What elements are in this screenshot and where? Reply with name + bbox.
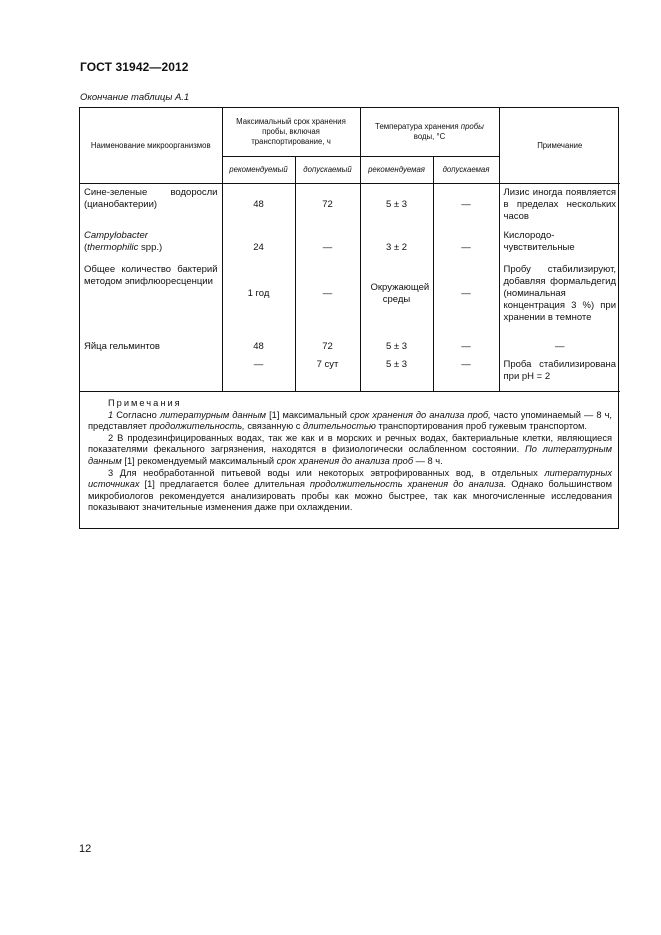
row-allowed-temp: —	[433, 261, 499, 341]
row-rec-temp: 5 ± 3	[360, 184, 433, 231]
row-name: Общее количество бактерий методом эпифлюоресценции	[84, 264, 218, 287]
table-row	[80, 341, 620, 357]
note-2-text-a: 2 В продезинфицированных водах, так же как и в морских и речных водах, бактериальные клетки, являющиеся показателями фекального загрязнения, находятся в физиологически ослабленном состоянии.	[88, 432, 613, 455]
note-2	[88, 433, 612, 468]
row-name: Яйца гельминтов	[84, 341, 160, 352]
temp-header-italic: пробы	[460, 122, 484, 131]
note-2-text-b: По литературным данным	[88, 444, 613, 466]
note-1-text-e: часто упоминаемый — 8 ч, представляет	[88, 409, 612, 432]
row-rec-time: 48	[222, 341, 295, 357]
note-3-text-b: литературных источниках	[88, 467, 613, 490]
row-note: Пробу стабилизируют, добавляя формальдегид (номинальная концентрация 3 %) при хранении в темноте	[499, 261, 620, 341]
document-code: ГОСТ 31942—2012	[80, 60, 189, 74]
temp-header-suffix: воды, °С	[413, 132, 446, 141]
row-allowed-time: 72	[295, 184, 360, 231]
table-notes	[80, 392, 620, 518]
row-rec-time: 1 год	[222, 261, 295, 341]
row-allowed-temp: —	[433, 341, 499, 357]
row-allowed-temp: —	[433, 230, 499, 261]
row-allowed-time: —	[295, 230, 360, 261]
note-2-text-e: — 8 ч.	[415, 455, 443, 466]
subheader-recommended-temp: рекомендуемая	[360, 157, 433, 184]
row-note: Проба стабилизирована при pH = 2	[499, 357, 620, 392]
row-rec-temp: Окружающей среды	[360, 261, 433, 341]
subheader-allowed-time: допускаемый	[295, 157, 360, 184]
row-note: Кислородо-чувствительные	[499, 230, 620, 261]
note-1-text-i: транспортирования проб гужевым транспортом.	[378, 421, 588, 432]
note-1	[88, 410, 612, 433]
table-row	[80, 184, 620, 231]
row-note: Лизис иногда появляется в пределах нескольких часов	[499, 184, 620, 231]
subheader-allowed-temp: допускаемая	[433, 157, 499, 184]
col-header-note: Примечание	[499, 108, 620, 184]
row-name-spp: spp.)	[138, 242, 163, 253]
note-3-text-d: продолжительность хранения до анализа.	[309, 479, 507, 490]
row-name-species: thermophilic	[87, 242, 139, 253]
row-rec-time: —	[222, 357, 295, 392]
notes-title: Примечания	[108, 398, 182, 408]
row-name	[80, 230, 222, 261]
table-a1	[79, 107, 619, 529]
row-allowed-time: —	[295, 261, 360, 341]
table-row	[80, 230, 620, 261]
table-row	[80, 261, 620, 341]
row-allowed-temp: —	[433, 184, 499, 231]
page-number: 12	[79, 843, 92, 855]
col-header-storage-time: Максимальный срок хранения пробы, включая транспортирование, ч	[222, 108, 360, 157]
table-row	[80, 357, 620, 392]
table-caption: Окончание таблицы А.1	[80, 92, 190, 103]
row-name	[80, 357, 222, 392]
note-1-text-f: продолжительность,	[149, 421, 245, 432]
note-3	[88, 468, 612, 514]
row-rec-time: 24	[222, 230, 295, 261]
note-2-text-d: срок хранения до анализа проб	[276, 455, 414, 466]
row-rec-temp: 5 ± 3	[360, 341, 433, 357]
note-3-text-a: 3 Для необработанной питьевой воды или некоторых эвтрофированных вод, в отдельных	[108, 467, 538, 478]
row-name: Сине-зеленые водоросли (цианобактерии)	[84, 187, 218, 210]
temp-header-prefix: Температура хранения	[375, 122, 459, 131]
note-1-text-d: срок хранения до анализа проб,	[349, 409, 491, 420]
note-2-text-c: [1] рекомендуемый максимальный	[124, 455, 275, 466]
col-header-temperature	[360, 108, 499, 157]
note-1-text-a: Согласно	[116, 409, 157, 420]
row-note: —	[499, 341, 620, 357]
row-rec-temp: 5 ± 3	[360, 357, 433, 392]
row-name-paren-open: (	[84, 242, 88, 253]
note-1-text-h: длительностью	[303, 421, 376, 432]
subheader-recommended-time: рекомендуемый	[222, 157, 295, 184]
row-rec-time: 48	[222, 184, 295, 231]
note-1-num: 1	[108, 409, 114, 420]
row-name-genus: Campylobacter	[84, 230, 148, 241]
note-3-text-e: Однако большинством микробиологов рекомендуется анализировать пробы как можно быстрее, так как многочисленные исследования показывают значительные изменения даже при охлаждении.	[88, 479, 613, 513]
note-3-text-c: [1] предлагается более длительная	[144, 479, 305, 490]
note-1-text-c: [1] максимальный	[269, 409, 347, 420]
note-1-text-b: литературным данным	[159, 409, 267, 420]
row-allowed-time: 7 сут	[295, 357, 360, 392]
note-1-text-g: связанную с	[247, 421, 301, 432]
row-allowed-temp: —	[433, 357, 499, 392]
row-allowed-time: 72	[295, 341, 360, 357]
col-header-name: Наименование микроорганизмов	[80, 108, 222, 184]
row-rec-temp: 3 ± 2	[360, 230, 433, 261]
